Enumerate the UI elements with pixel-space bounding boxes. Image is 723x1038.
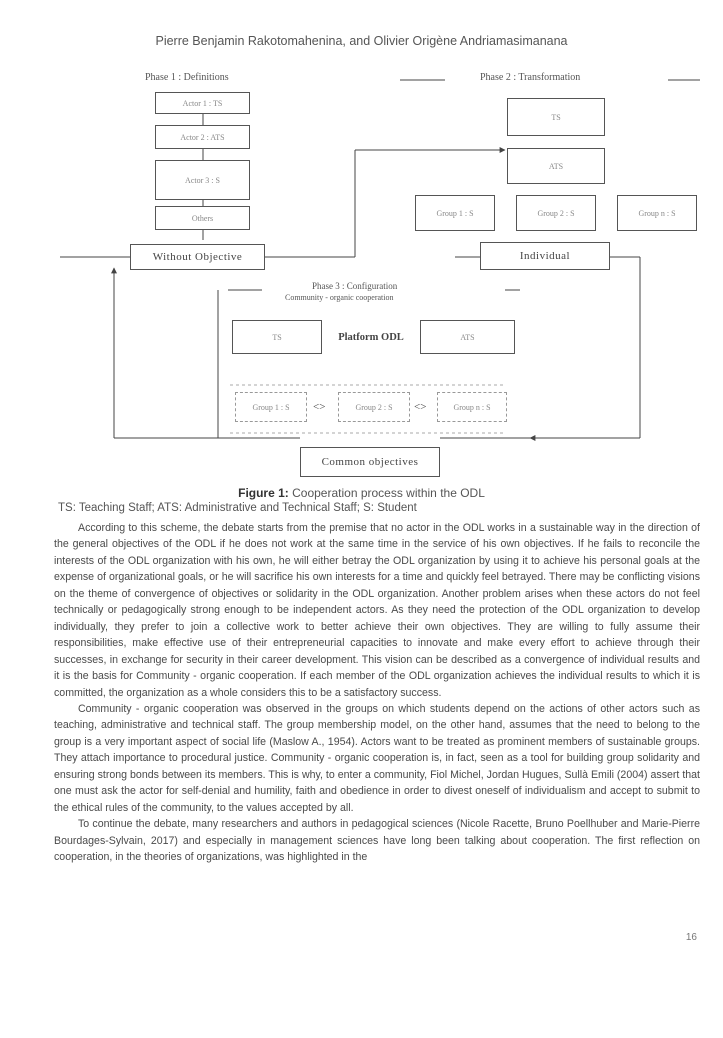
phase1-actor3: Actor 3 : S <box>155 160 250 200</box>
arrow-right-icon: <> <box>414 401 427 413</box>
phase1-actor2: Actor 2 : ATS <box>155 125 250 149</box>
caption-text: Cooperation process within the ODL <box>288 486 485 500</box>
phase2-group1: Group 1 : S <box>415 195 495 231</box>
phase3-groupn: Group n : S <box>437 392 507 422</box>
body-text <box>54 520 700 866</box>
phase2-ats: ATS <box>507 148 605 184</box>
page-number: 16 <box>685 932 697 943</box>
phase1-actor1: Actor 1 : TS <box>155 92 250 114</box>
phase3-group2: Group 2 : S <box>338 392 410 422</box>
figure-legend: TS: Teaching Staff; ATS: Administrative and Technical Staff; S: Student <box>58 502 417 514</box>
phase3-title: Phase 3 : Configuration <box>312 281 398 291</box>
phase1-title: Phase 1 : Definitions <box>145 72 229 83</box>
phase3-subtitle: Community - organic cooperation <box>285 293 394 302</box>
phase2-ts: TS <box>507 98 605 136</box>
running-header: Pierre Benjamin Rakotomahenina, and Olivier Origène Andriamasimanana <box>155 34 568 48</box>
phase3-group1: Group 1 : S <box>235 392 307 422</box>
phase2-title: Phase 2 : Transformation <box>480 72 581 83</box>
phase1-others: Others <box>155 206 250 230</box>
without-objective-box: Without Objective <box>130 244 265 270</box>
phase2-group2: Group 2 : S <box>516 195 596 231</box>
paragraph-2: Community - organic cooperation was observed in the groups on which students depend on the actions of other actors such as teaching, administrative and technical staff. The group membership model, on the other hand, assumes that the need to belong to the group is a very important aspect of social life (Maslow A., 1954). Actors want to be treated as prominent members of sustainable groups. They attach importance to procedural justice. Community - organic cooperation is, in fact, seen as a tool for building group solidarity and ensuring strong bonds between its members. This is why, to enter a community, Fiol Michel, Jordan Hugues, Sullà Emili (2004) assert that one must ask the actor for self-denial and humility, faith and obedience in order to divest oneself of individualism and accept to submit to the ethical rules of the community, to the values accepted by all. <box>54 702 700 814</box>
caption-label: Figure 1: <box>238 486 289 500</box>
common-objectives-box: Common objectives <box>300 447 440 477</box>
paragraph-1: According to this scheme, the debate starts from the premise that no actor in the ODL works in a sustainable way in the direction of the general objectives of the ODL if he does not work at the same time in the service of his own objectives. If he fails to reconcile the interests of the ODL organization with his own, he will either betray the ODL organization by using it to achieve his personal goals at the expense of organizational goals, or he will sacrifice his own interests for a time and quickly feel betrayed. There may be conflicting visions on the theme of convergence of objectives or solidarity in the ODL organization. Another problem arises when these actors do not feel technically or pedagogically strong enough to be independent actors. As they need the protection of the ODL organization to develop individually, they prefer to join a collective work to better achieve their own objectives. They are willing to fully assume their responsibilities, make effective use of their entrepreneurial capacities to innovate and make every effort to achieve through their successes, in exchange for security in their career development. This vision can be described as a convergence of individual results and it is the basis for Community - organic cooperation. If each member of the ODL organization achieves the individual results to which it is committed, the organization as a whole considers this to be a satisfactory success. <box>54 522 700 699</box>
phase3-ats: ATS <box>420 320 515 354</box>
platform-odl: Platform ODL <box>330 320 412 354</box>
arrow-left-icon: <> <box>313 401 326 413</box>
individual-box: Individual <box>480 242 610 270</box>
phase3-ts: TS <box>232 320 322 354</box>
phase2-groupn: Group n : S <box>617 195 697 231</box>
figure-caption <box>0 486 723 500</box>
paragraph-3: To continue the debate, many researchers and authors in pedagogical sciences (Nicole Racette, Bruno Poellhuber and Marie-Pierre Bourdages-Sylvain, 2017) and especially in management sciences have long been talking about cooperation. The first reflection on cooperation, in the theories of organizations, was highlighted in the <box>54 818 700 864</box>
